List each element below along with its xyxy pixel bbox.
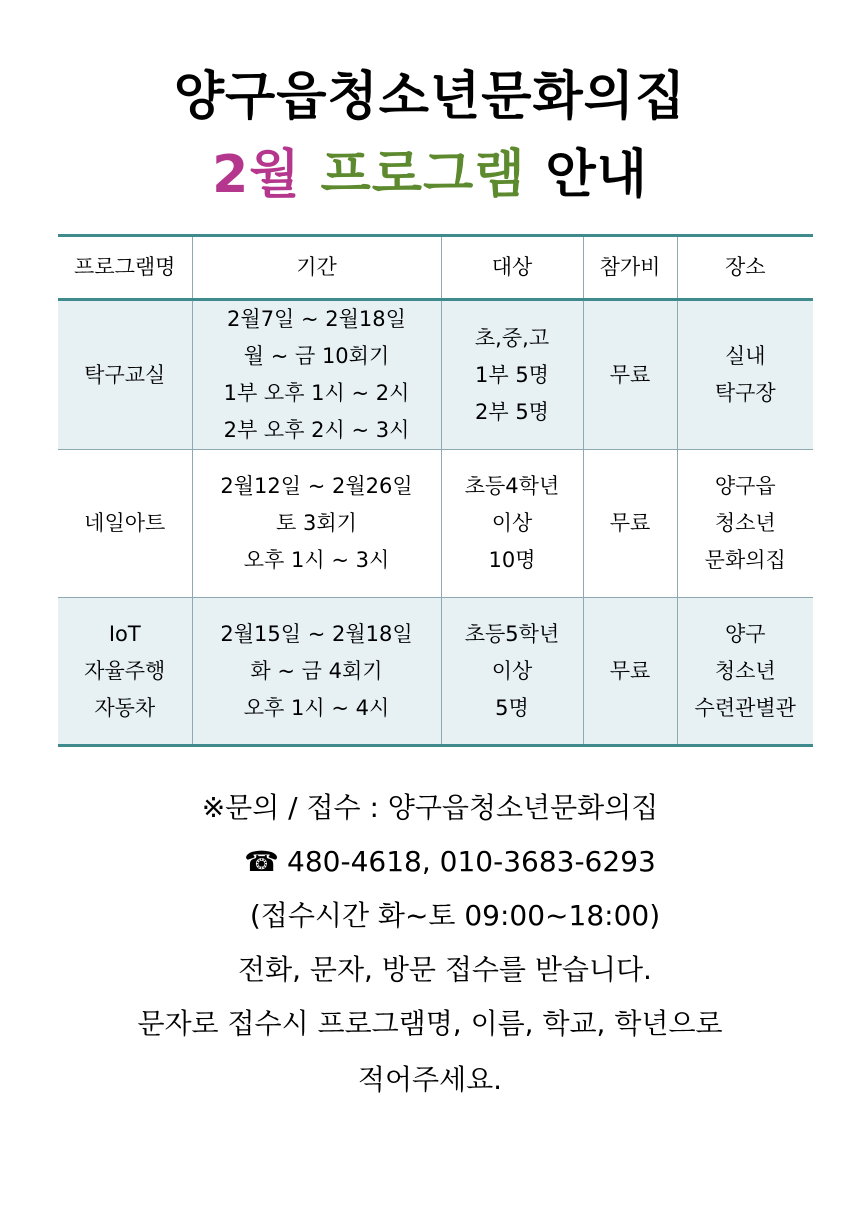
cell-fee: 무료 (583, 300, 677, 450)
cell-target: 초등5학년 이상 5명 (441, 598, 583, 746)
phone-icon: ☎ (244, 845, 280, 878)
table-header-row (58, 236, 813, 300)
cell-fee: 무료 (583, 450, 677, 598)
subtitle-month: 2월 (212, 145, 301, 205)
sms-note-end: 적어주세요. (357, 1063, 503, 1096)
page-subtitle (0, 140, 860, 210)
cell-place: 양구 청소년 수련관별관 (677, 598, 813, 746)
header-target: 대상 (441, 236, 583, 300)
cell-period: 2월7일 ~ 2월18일 월 ~ 금 10회기 1부 오후 1시 ~ 2시 2부 오후 2시 ~ 3시 (192, 300, 441, 450)
cell-fee: 무료 (583, 598, 677, 746)
program-table (58, 234, 813, 747)
table-row (58, 598, 813, 746)
phone-line (0, 840, 860, 884)
inquiry-line: ※문의 / 접수 : 양구읍청소년문화의집 (201, 791, 659, 824)
cell-program-name: 탁구교실 (84, 362, 166, 387)
subtitle-guide: 안내 (545, 145, 648, 205)
header-program-name: 프로그램명 (74, 255, 176, 279)
page-title: 양구읍청소년문화의집 (173, 67, 687, 127)
cell-period: 2월12일 ~ 2월26일 토 3회기 오후 1시 ~ 3시 (192, 450, 441, 598)
header-fee: 참가비 (583, 236, 677, 300)
cell-place: 양구읍 청소년 문화의집 (677, 450, 813, 598)
subtitle-program: 프로그램 (320, 145, 526, 205)
table-row (58, 450, 813, 598)
header-period: 기간 (192, 236, 441, 300)
cell-place: 실내 탁구장 (677, 300, 813, 450)
cell-program-name: 네일아트 (84, 511, 166, 535)
cell-target: 초등4학년 이상 10명 (441, 450, 583, 598)
header-place: 장소 (677, 236, 813, 300)
cell-period: 2월15일 ~ 2월18일 화 ~ 금 4회기 오후 1시 ~ 4시 (192, 598, 441, 746)
reception-hours: (접수시간 화~토 09:00~18:00) (249, 899, 661, 932)
cell-program-name: IoT 자율주행 자동차 (84, 621, 166, 720)
phone-numbers: 480-4618, 010-3683-6293 (287, 845, 656, 878)
table-row (58, 300, 813, 450)
reception-methods: 전화, 문자, 방문 접수를 받습니다. (238, 953, 652, 986)
cell-target: 초,중,고 1부 5명 2부 5명 (441, 300, 583, 450)
sms-note: 문자로 접수시 프로그램명, 이름, 학교, 학년으로 (137, 1007, 723, 1040)
